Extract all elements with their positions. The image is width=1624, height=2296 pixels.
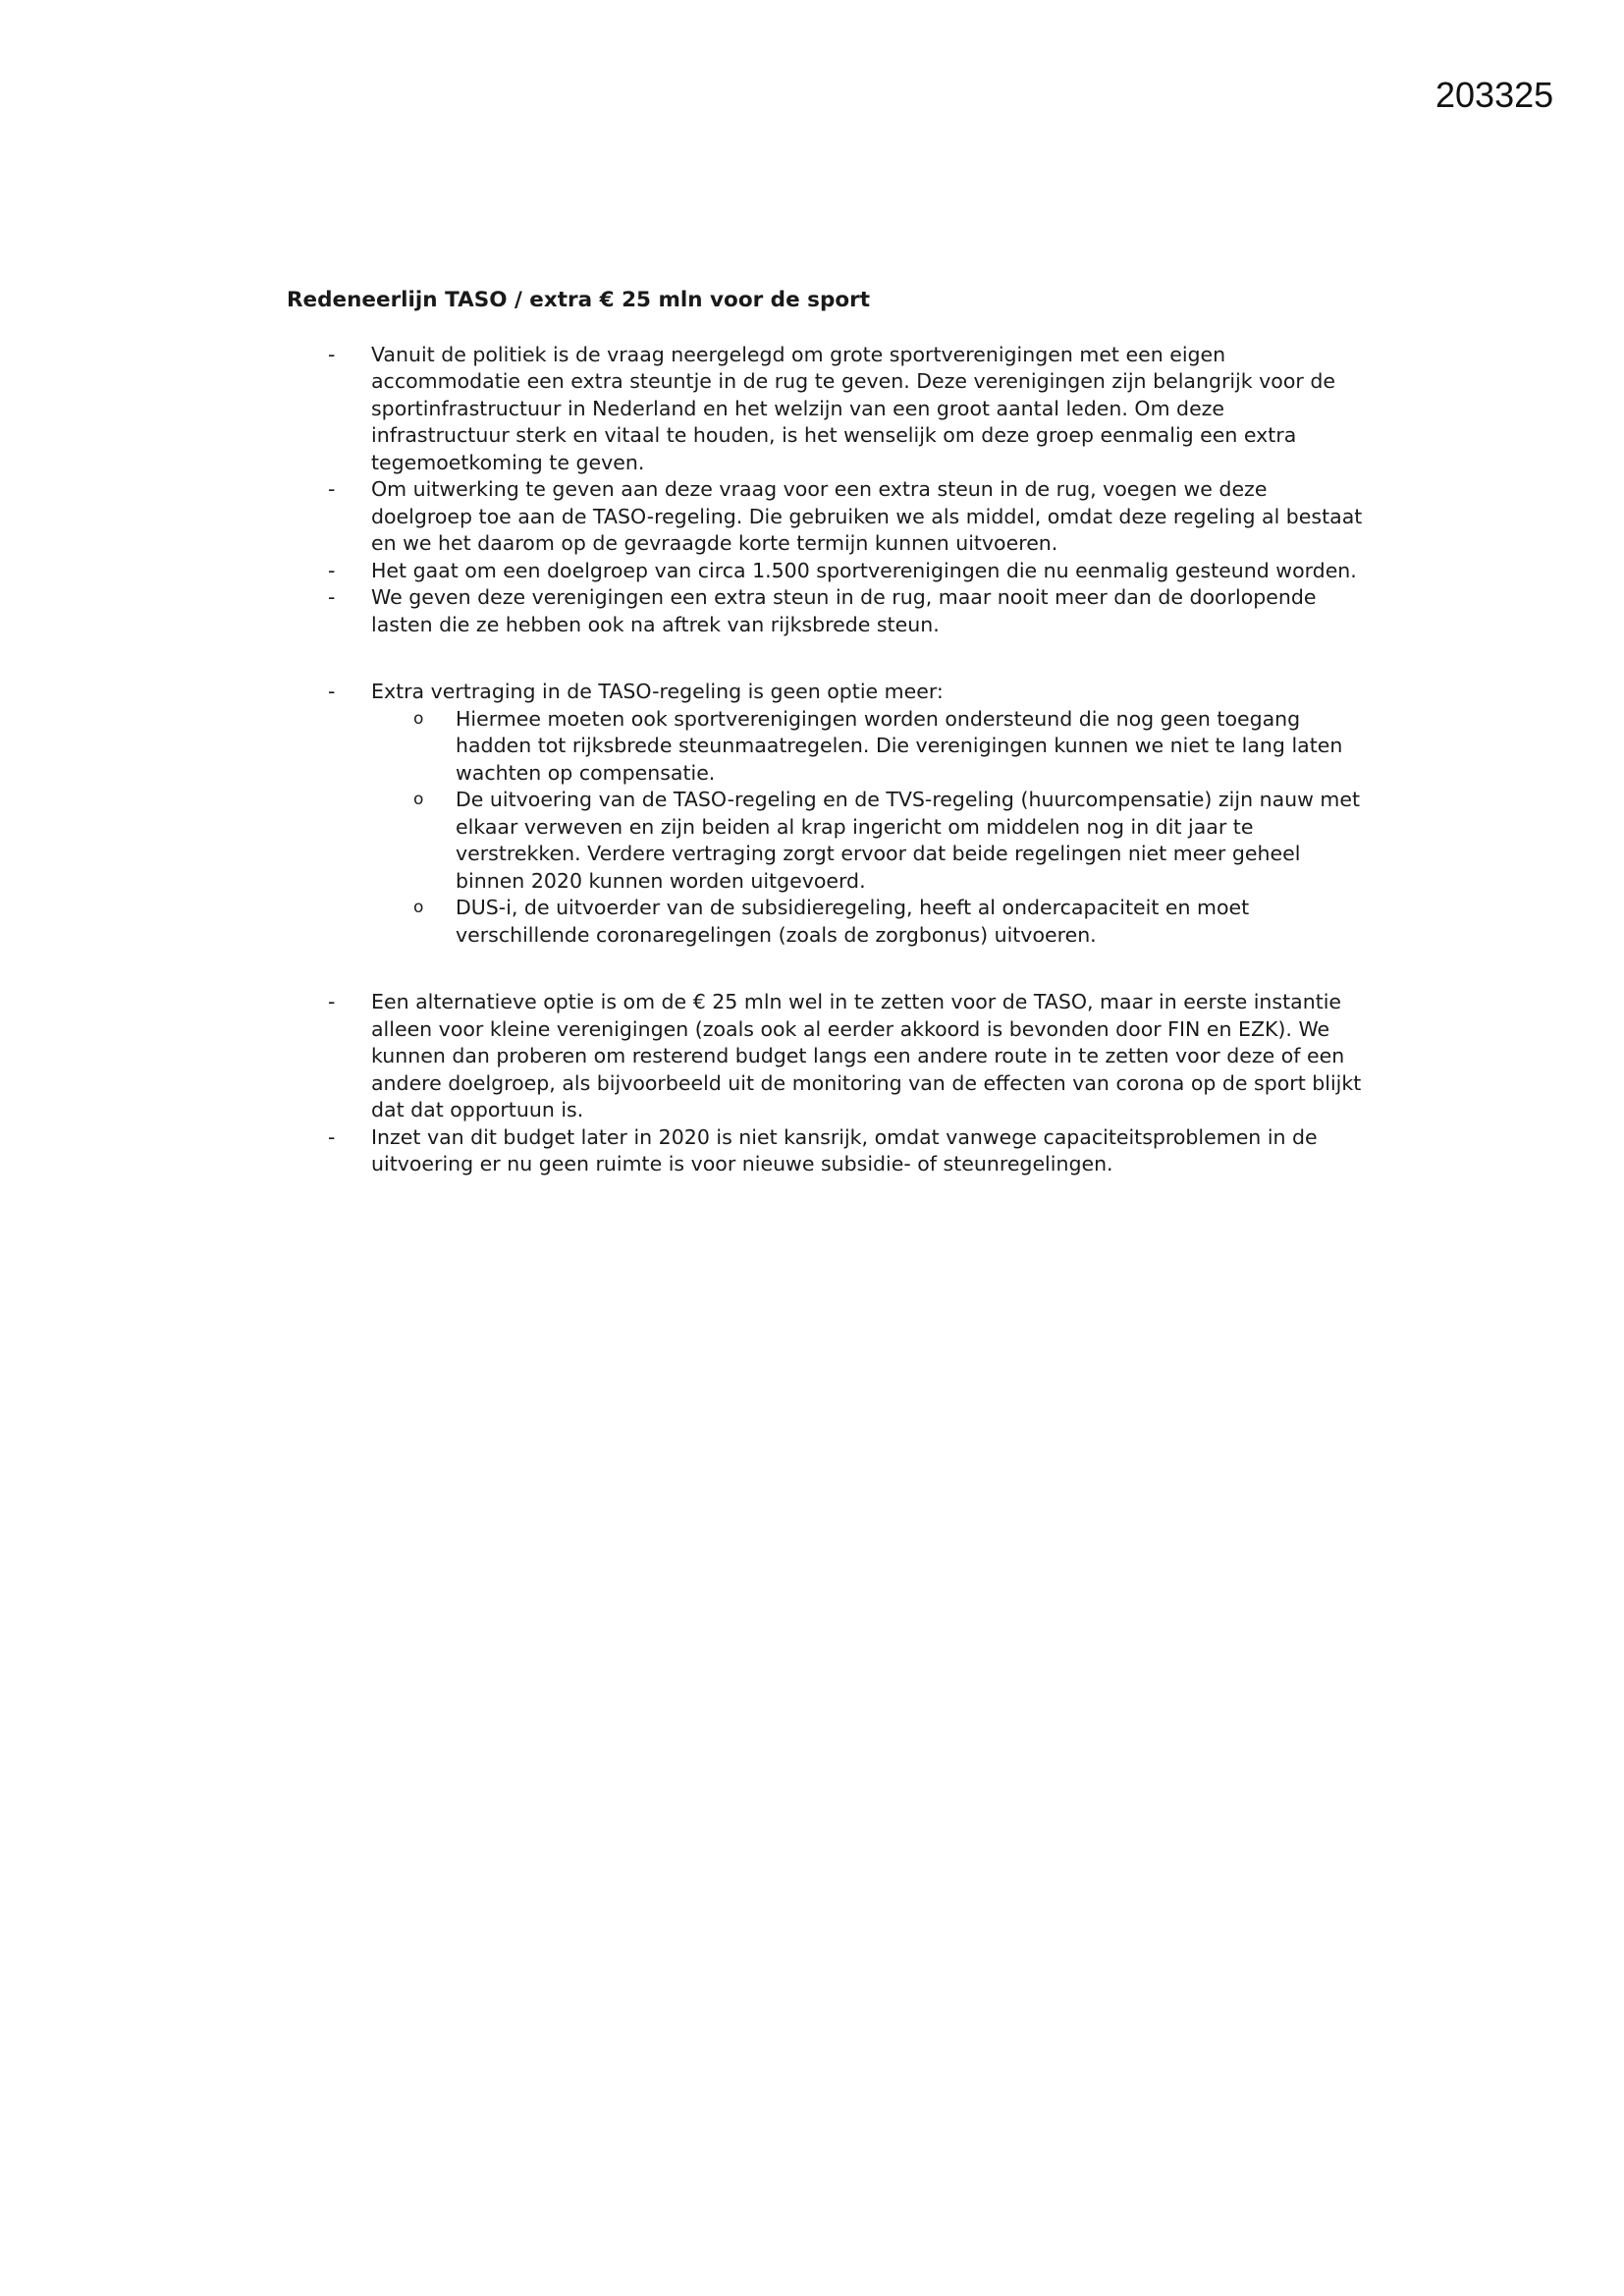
circle-marker: o <box>413 790 424 809</box>
list-item <box>287 476 1367 558</box>
sub-list-item-text: De uitvoering van de TASO-regeling en de TVS-regeling (huurcompensatie) zijn nauw met elkaar verweven en zijn beiden al krap ingericht om middelen nog in dit jaar te verstrekken. Verdere vertraging zorgt ervoor dat beide regelingen niet meer geheel binnen 2020 kunnen worden uitgevoerd. <box>456 788 1361 893</box>
sub-list-item-text: DUS-i, de uitvoerder van de subsidieregeling, heeft al ondercapaciteit en moet verschillende coronaregelingen (zoals de zorgbonus) uitvoeren. <box>456 896 1250 947</box>
list-item <box>287 584 1367 638</box>
section-1-list <box>287 342 1367 639</box>
section-3-list <box>287 989 1367 1178</box>
circle-marker: o <box>413 898 424 917</box>
document-title: Redeneerlijn TASO / extra € 25 mln voor de sport <box>287 288 870 312</box>
list-item-text: Vanuit de politiek is de vraag neergelegd om grote sportverenigingen met een eigen accommodatie een extra steuntje in de rug te geven. Deze verenigingen zijn belangrijk voor de sportinfrastructuur in Nederland en het welzijn van een groot aantal leden. Om deze infrastructuur sterk en vitaal te houden, is het wenselijk om deze groep eenmalig een extra tegemoetkoming te geven. <box>371 342 1335 474</box>
dash-marker: - <box>328 1124 336 1149</box>
dash-marker: - <box>328 680 336 703</box>
list-item <box>287 989 1367 1124</box>
list-item <box>287 1124 1367 1178</box>
document-number: 203325 <box>1435 75 1554 115</box>
list-item <box>287 558 1367 585</box>
list-item-text: Het gaat om een doelgroep van circa 1.500 sportverenigingen die nu eenmalig gesteund worden. <box>371 558 1357 582</box>
dash-marker: - <box>328 585 336 609</box>
list-item-text: Om uitwerking te geven aan deze vraag voor een extra steun in de rug, voegen we deze doelgroep toe aan de TASO-regeling. Die gebruiken we als middel, omdat deze regeling al bestaat en we het daarom op de gevraagde korte termijn kunnen uitvoeren. <box>371 477 1363 555</box>
document-body <box>287 287 1367 1178</box>
list-item-text: We geven deze verenigingen een extra steun in de rug, maar nooit meer dan de doorlopende lasten die ze hebben ook na aftrek van rijksbrede steun. <box>371 585 1317 636</box>
sub-list-item <box>371 787 1367 895</box>
dash-marker: - <box>328 990 336 1013</box>
list-item-text: Extra vertraging in de TASO-regeling is geen optie meer: <box>371 680 944 703</box>
sub-list <box>371 706 1367 950</box>
spacer <box>287 949 1367 989</box>
list-item <box>287 342 1367 477</box>
section-2-list <box>287 679 1367 949</box>
list-item-text: Inzet van dit budget later in 2020 is niet kansrijk, omdat vanwege capaciteitsproblemen in de uitvoering er nu geen ruimte is voor nieuwe subsidie- of steunregelingen. <box>371 1124 1318 1175</box>
list-item <box>287 679 1367 949</box>
dash-marker: - <box>328 342 336 366</box>
sub-list-item <box>371 706 1367 788</box>
sub-list-item-text: Hiermee moeten ook sportverenigingen worden ondersteund die nog geen toegang hadden tot rijksbrede steunmaatregelen. Die verenigingen kunnen we niet te lang laten wachten op compensatie. <box>456 706 1343 785</box>
list-item-text: Een alternatieve optie is om de € 25 mln wel in te zetten voor de TASO, maar in eerste instantie alleen voor kleine verenigingen (zoals ook al eerder akkoord is bevonden door FIN en EZK). We kunnen dan proberen om resterend budget langs een andere route in te zetten voor deze of een andere doelgroep, als bijvoorbeeld uit de monitoring van de effecten van corona op de sport blijkt dat dat opportuun is. <box>371 990 1362 1121</box>
circle-marker: o <box>413 708 424 729</box>
spacer <box>287 638 1367 679</box>
dash-marker: - <box>328 477 336 501</box>
dash-marker: - <box>328 558 336 582</box>
sub-list-item <box>371 895 1367 949</box>
